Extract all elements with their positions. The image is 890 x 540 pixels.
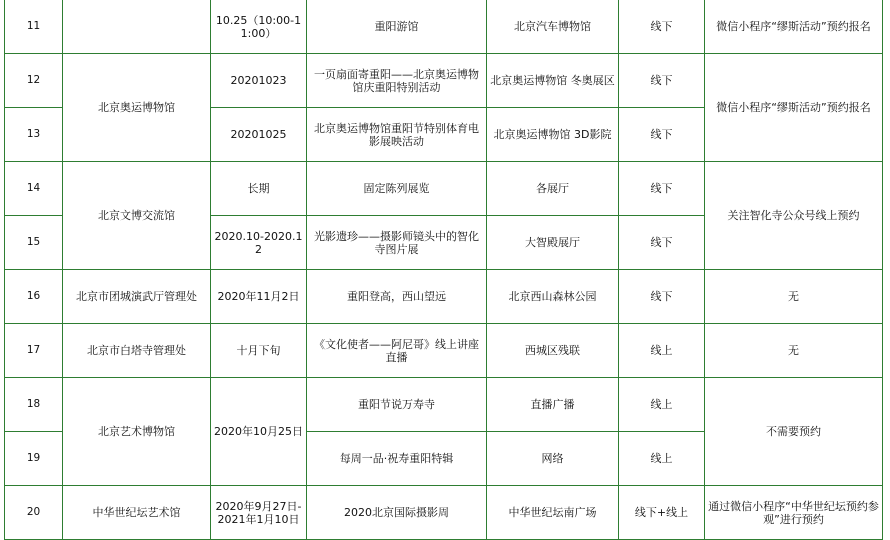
booking-cell: 微信小程序“缪斯活动”预约报名 [705, 0, 883, 54]
row-number: 18 [5, 378, 63, 432]
booking-cell: 关注智化寺公众号线上预约 [705, 162, 883, 270]
venue-cell: 北京市团城演武厅管理处 [63, 270, 211, 324]
venue-cell [63, 0, 211, 54]
table-row [5, 486, 883, 540]
activity-cell: 重阳游馆 [307, 0, 487, 54]
activity-cell: 重阳节说万寿寺 [307, 378, 487, 432]
location-cell: 北京汽车博物馆 [487, 0, 619, 54]
date-cell: 2020年11月2日 [211, 270, 307, 324]
date-cell: 20201023 [211, 54, 307, 108]
date-cell: 2020年10月25日 [211, 378, 307, 486]
row-number: 11 [5, 0, 63, 54]
mode-cell: 线下+线上 [619, 486, 705, 540]
mode-cell: 线下 [619, 270, 705, 324]
venue-cell: 北京文博交流馆 [63, 162, 211, 270]
row-number: 16 [5, 270, 63, 324]
mode-cell: 线下 [619, 216, 705, 270]
row-number: 20 [5, 486, 63, 540]
location-cell: 直播广播 [487, 378, 619, 432]
venue-cell: 中华世纪坛艺术馆 [63, 486, 211, 540]
table-row [5, 162, 883, 216]
date-cell: 长期 [211, 162, 307, 216]
row-number: 17 [5, 324, 63, 378]
table-row [5, 270, 883, 324]
booking-cell: 微信小程序“缪斯活动”预约报名 [705, 54, 883, 162]
venue-cell: 北京艺术博物馆 [63, 378, 211, 486]
table-row [5, 378, 883, 432]
location-cell: 北京西山森林公园 [487, 270, 619, 324]
mode-cell: 线下 [619, 0, 705, 54]
date-cell: 10.25（10:00-11:00） [211, 0, 307, 54]
location-cell: 各展厅 [487, 162, 619, 216]
location-cell: 北京奥运博物馆 3D影院 [487, 108, 619, 162]
location-cell: 大智殿展厅 [487, 216, 619, 270]
row-number: 19 [5, 432, 63, 486]
table-row [5, 54, 883, 108]
mode-cell: 线下 [619, 54, 705, 108]
activity-cell: 2020北京国际摄影周 [307, 486, 487, 540]
activity-cell: 每周一品·祝寿重阳特辑 [307, 432, 487, 486]
date-cell: 2020年9月27日-2021年1月10日 [211, 486, 307, 540]
table-row [5, 324, 883, 378]
booking-cell: 无 [705, 270, 883, 324]
location-cell: 西城区残联 [487, 324, 619, 378]
location-cell: 中华世纪坛南广场 [487, 486, 619, 540]
activity-cell: 北京奥运博物馆重阳节特别体育电影展映活动 [307, 108, 487, 162]
activity-cell: 固定陈列展览 [307, 162, 487, 216]
mode-cell: 线上 [619, 324, 705, 378]
mode-cell: 线下 [619, 108, 705, 162]
venue-cell: 北京奥运博物馆 [63, 54, 211, 162]
activity-cell: 重阳登高，西山望远 [307, 270, 487, 324]
activity-cell: 一页扇面寄重阳——北京奥运博物馆庆重阳特别活动 [307, 54, 487, 108]
date-cell: 十月下旬 [211, 324, 307, 378]
table-row [5, 0, 883, 54]
mode-cell: 线上 [619, 378, 705, 432]
activity-cell: 《文化使者——阿尼哥》线上讲座直播 [307, 324, 487, 378]
date-cell: 2020.10-2020.12 [211, 216, 307, 270]
date-cell: 20201025 [211, 108, 307, 162]
row-number: 13 [5, 108, 63, 162]
mode-cell: 线上 [619, 432, 705, 486]
activity-table [4, 0, 883, 540]
row-number: 15 [5, 216, 63, 270]
booking-cell: 不需要预约 [705, 378, 883, 486]
mode-cell: 线下 [619, 162, 705, 216]
booking-cell: 无 [705, 324, 883, 378]
row-number: 12 [5, 54, 63, 108]
booking-cell: 通过微信小程序“中华世纪坛预约参观”进行预约 [705, 486, 883, 540]
activity-cell: 光影遗珍——摄影师镜头中的智化寺图片展 [307, 216, 487, 270]
location-cell: 北京奥运博物馆 冬奥展区 [487, 54, 619, 108]
location-cell: 网络 [487, 432, 619, 486]
venue-cell: 北京市白塔寺管理处 [63, 324, 211, 378]
row-number: 14 [5, 162, 63, 216]
